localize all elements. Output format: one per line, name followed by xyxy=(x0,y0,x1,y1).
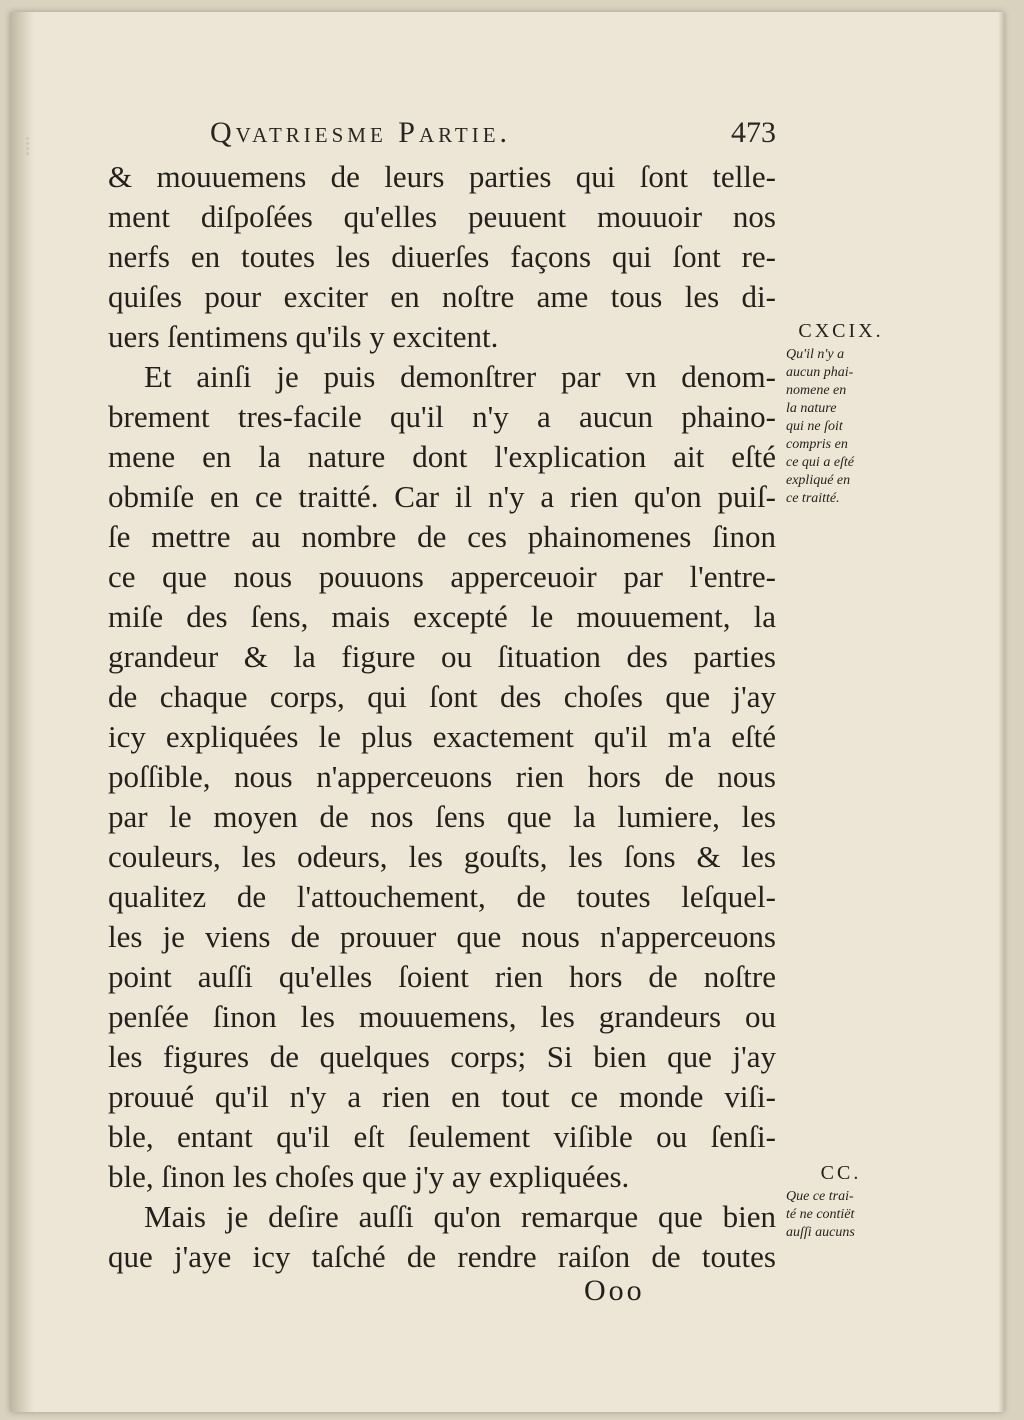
margin-note-line: aucun phai- xyxy=(786,365,854,380)
text-line: ſe mettre au nombre de ces phainomenes ſinon xyxy=(108,519,776,554)
margin-note-line: compris en xyxy=(786,437,848,452)
text-line: ble, ſinon les choſes que j'y ay expliquées. xyxy=(108,1159,630,1194)
margin-note-line: nomene en xyxy=(786,383,847,398)
text-line: de chaque corps, qui ſont des choſes que j'ay xyxy=(108,679,776,714)
text-line: obmiſe en ce traitté. Car il n'y a rien qu'on puiſ- xyxy=(108,479,776,514)
text-line: les figures de quelques corps; Si bien que j'ay xyxy=(108,1039,776,1074)
text-line: qualitez de l'attouchement, de toutes leſquel- xyxy=(108,879,776,914)
text-line: miſe des ſens, mais excepté le mouuement, la xyxy=(108,599,776,634)
margin-note-line: qui ne ſoit xyxy=(786,419,843,434)
text-line: Et ainſi je puis demonſtrer par vn denom- xyxy=(144,359,776,394)
margin-note-line: la nature xyxy=(786,401,837,416)
page-header xyxy=(200,112,776,156)
text-line: icy expliquées le plus exactement qu'il m'a eſté xyxy=(108,719,776,754)
margin-note-line: auſſi aucuns xyxy=(786,1225,855,1240)
body-text xyxy=(108,157,776,1277)
text-line: penſée ſinon les mouuemens, les grandeurs ou xyxy=(108,999,776,1034)
text-line: point auſſi qu'elles ſoient rien hors de noſtre xyxy=(108,959,776,994)
page-number: 473 xyxy=(731,116,776,149)
margin-note-cc xyxy=(786,1162,896,1242)
margin-note-line: ce qui a eſté xyxy=(786,455,855,470)
text-line: ce que nous pouuons apperceuoir par l'entre- xyxy=(108,559,776,594)
text-line: brement tres-facile qu'il n'y a aucun phaino- xyxy=(108,399,776,434)
text-line: couleurs, les odeurs, les gouſts, les ſons & les xyxy=(108,839,776,874)
text-line: poſſible, nous n'apperceuons rien hors de nous xyxy=(108,759,776,794)
margin-note-line: Qu'il n'y a xyxy=(786,347,845,362)
text-line: & mouuemens de leurs parties qui ſont telle- xyxy=(108,159,776,194)
text-line: nerfs en toutes les diuerſes façons qui ſont re- xyxy=(108,239,776,274)
text-line: quiſes pour exciter en noſtre ame tous les di- xyxy=(108,279,776,314)
text-line: les je viens de prouuer que nous n'apperceuons xyxy=(108,919,776,954)
margin-note-line: expliqué en xyxy=(786,473,851,488)
text-line: grandeur & la figure ou ſituation des parties xyxy=(108,639,776,674)
margin-note-line: Que ce trai- xyxy=(786,1189,854,1204)
book-page xyxy=(10,12,1004,1412)
text-line: mene en la nature dont l'explication ait eſté xyxy=(108,439,776,474)
page-gutter xyxy=(10,12,34,1412)
margin-note-number: CC. xyxy=(820,1162,862,1184)
text-line: que j'aye icy taſché de rendre raiſon de toutes xyxy=(108,1239,776,1274)
margin-note-number: CXCIX. xyxy=(798,320,884,342)
text-line: ment diſpoſées qu'elles peuuent mouuoir nos xyxy=(108,199,776,234)
text-line: prouué qu'il n'y a rien en tout ce monde viſi- xyxy=(108,1079,776,1114)
text-line: Mais je deſire auſſi qu'on remarque que bien xyxy=(144,1199,776,1234)
text-line: uers ſentimens qu'ils y excitent. xyxy=(108,319,499,354)
text-line: ble, entant qu'il eſt ſeulement viſible ou ſenſi- xyxy=(108,1119,776,1154)
page-edge xyxy=(998,12,1004,1412)
running-title: Qvatriesme Partie. xyxy=(210,116,512,149)
margin-note-cxcix xyxy=(786,320,896,508)
margin-note-line: ce traitté. xyxy=(786,491,840,506)
margin-note-line: té ne contiët xyxy=(786,1207,855,1222)
show-through-mark: ⁞ xyxy=(24,132,32,162)
text-line: par le moyen de nos ſens que la lumiere, les xyxy=(108,799,776,834)
catchword: Ooo xyxy=(584,1274,645,1307)
